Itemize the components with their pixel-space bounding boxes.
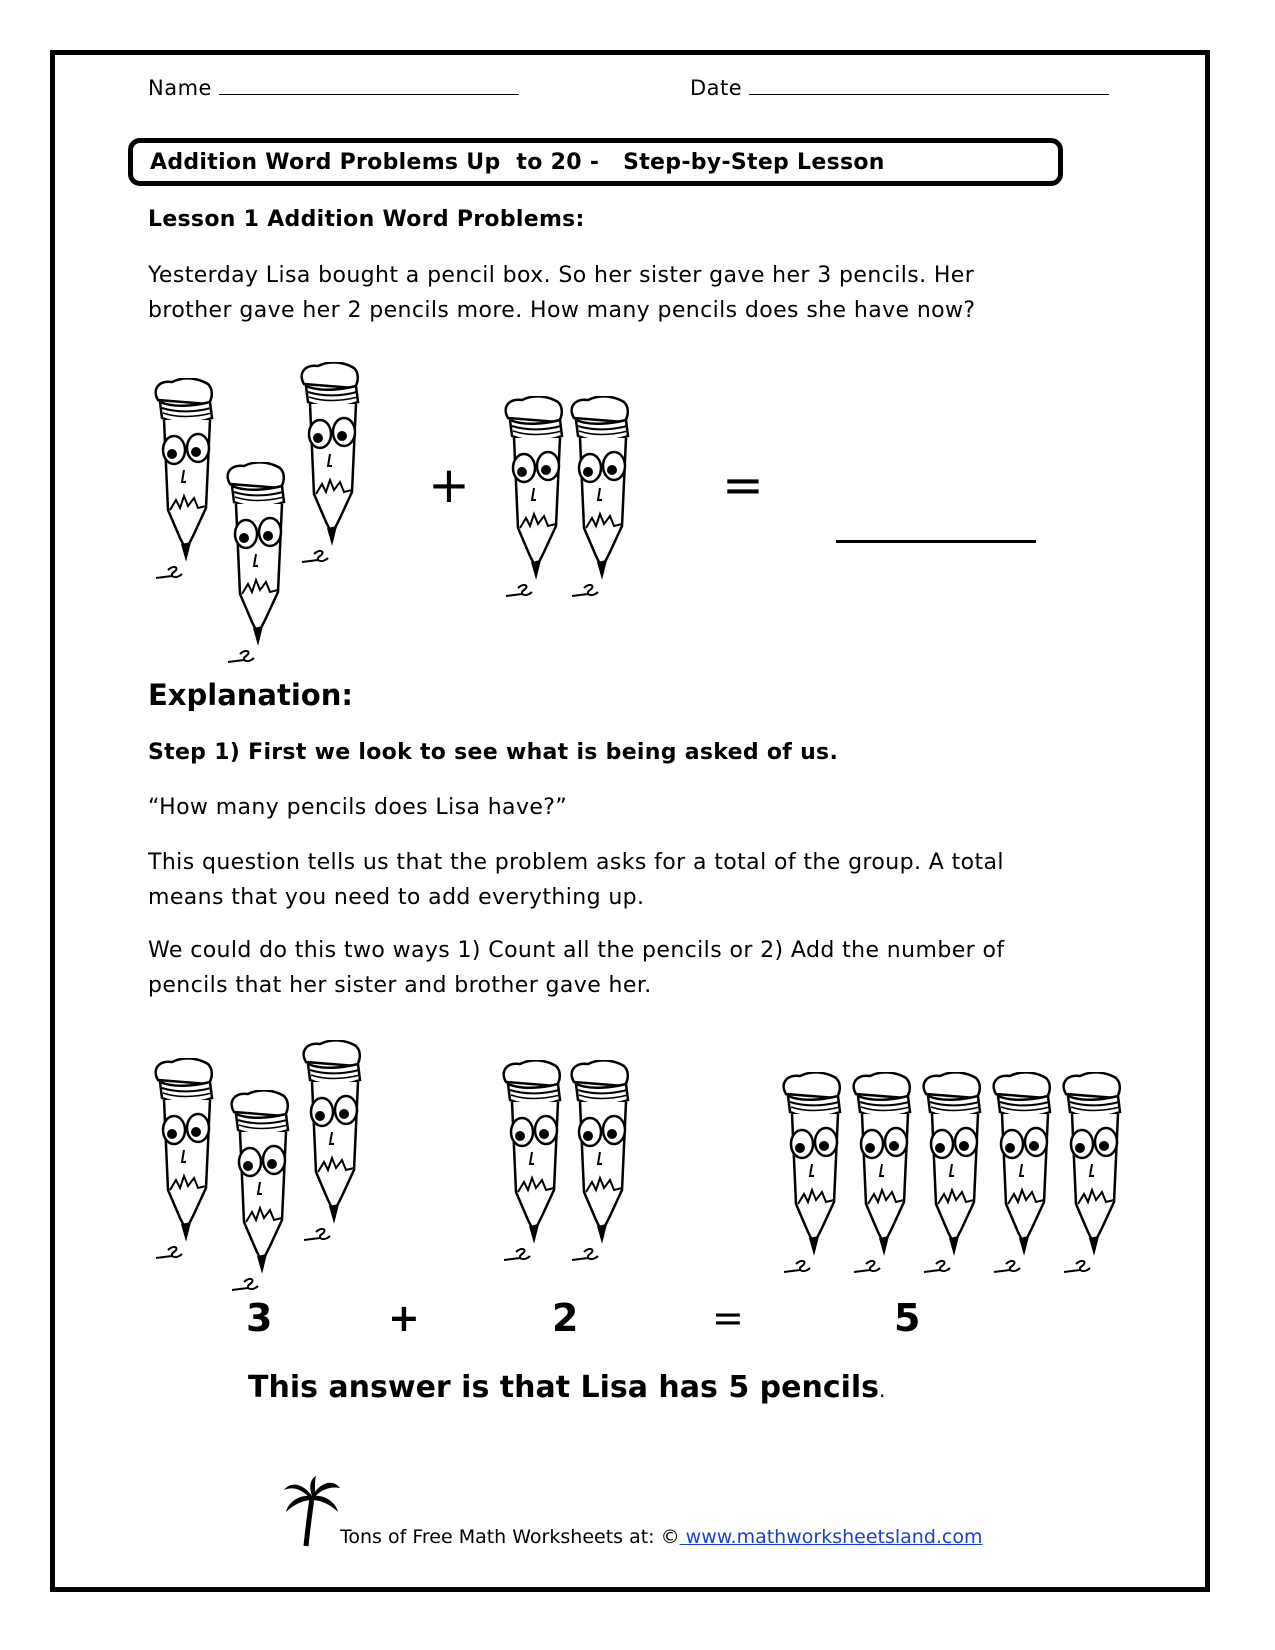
name-label: Name (148, 76, 212, 100)
paragraph-line: We could do this two ways 1) Count all the pencils or 2) Add the number of (148, 938, 1005, 963)
pencil-icon (226, 1090, 296, 1300)
addend-2: 2 (552, 1296, 579, 1340)
equals-sign: = (722, 456, 764, 514)
pencil-icon (848, 1072, 918, 1282)
paragraph-line: This question tells us that the problem asks for a total of the group. A total (148, 850, 1004, 875)
pencil-icon (778, 1072, 848, 1282)
paragraph-total (148, 845, 1004, 915)
footer (340, 1526, 983, 1548)
pencil-icon (296, 362, 366, 572)
step-1-heading: Step 1) First we look to see what is being asked of us. (148, 740, 839, 765)
pencil-icon (918, 1072, 988, 1282)
pencil-icon (1058, 1072, 1128, 1282)
date-label: Date (690, 76, 743, 100)
plus-sign: + (428, 456, 470, 514)
pencil-icon (150, 1058, 220, 1268)
paragraph-line: pencils that her sister and brother gave her. (148, 973, 652, 998)
answer-statement (248, 1370, 885, 1405)
paragraph-two-ways (148, 933, 1004, 1003)
palm-tree-icon (282, 1476, 342, 1548)
pencil-icon (150, 378, 220, 588)
pencil-icon (500, 396, 570, 606)
explanation-heading: Explanation: (148, 678, 353, 712)
worksheet-title: Addition Word Problems Up to 20 - Step-by-Step Lesson (150, 150, 885, 175)
date-field[interactable] (690, 76, 1109, 100)
answer-period: . (879, 1378, 886, 1402)
problem-line: Yesterday Lisa bought a pencil box. So her sister gave her 3 pencils. Her (148, 263, 975, 288)
problem-line: brother gave her 2 pencils more. How many pencils does she have now? (148, 298, 976, 323)
pencil-icon (222, 462, 292, 672)
problem-text (148, 258, 976, 328)
pencil-icon (566, 396, 636, 606)
question-quote: “How many pencils does Lisa have?” (148, 795, 568, 820)
plus-sign: + (388, 1296, 420, 1340)
paragraph-line: means that you need to add everything up. (148, 885, 645, 910)
footer-text: Tons of Free Math Worksheets at: © (340, 1526, 680, 1548)
pencil-icon (988, 1072, 1058, 1282)
lesson-heading: Lesson 1 Addition Word Problems: (148, 207, 585, 232)
sum-5: 5 (894, 1296, 921, 1340)
pencil-icon (566, 1060, 636, 1270)
pencil-icon (298, 1040, 368, 1250)
footer-link[interactable]: www.mathworksheetsland.com (679, 1526, 983, 1548)
equals-sign: = (712, 1296, 744, 1340)
answer-blank-line[interactable] (836, 540, 1036, 543)
date-blank-line[interactable] (749, 94, 1109, 95)
addend-3: 3 (246, 1296, 273, 1340)
name-field[interactable] (148, 76, 519, 100)
pencil-icon (498, 1060, 568, 1270)
answer-text: This answer is that Lisa has 5 pencils (248, 1370, 880, 1405)
name-blank-line[interactable] (219, 94, 519, 95)
